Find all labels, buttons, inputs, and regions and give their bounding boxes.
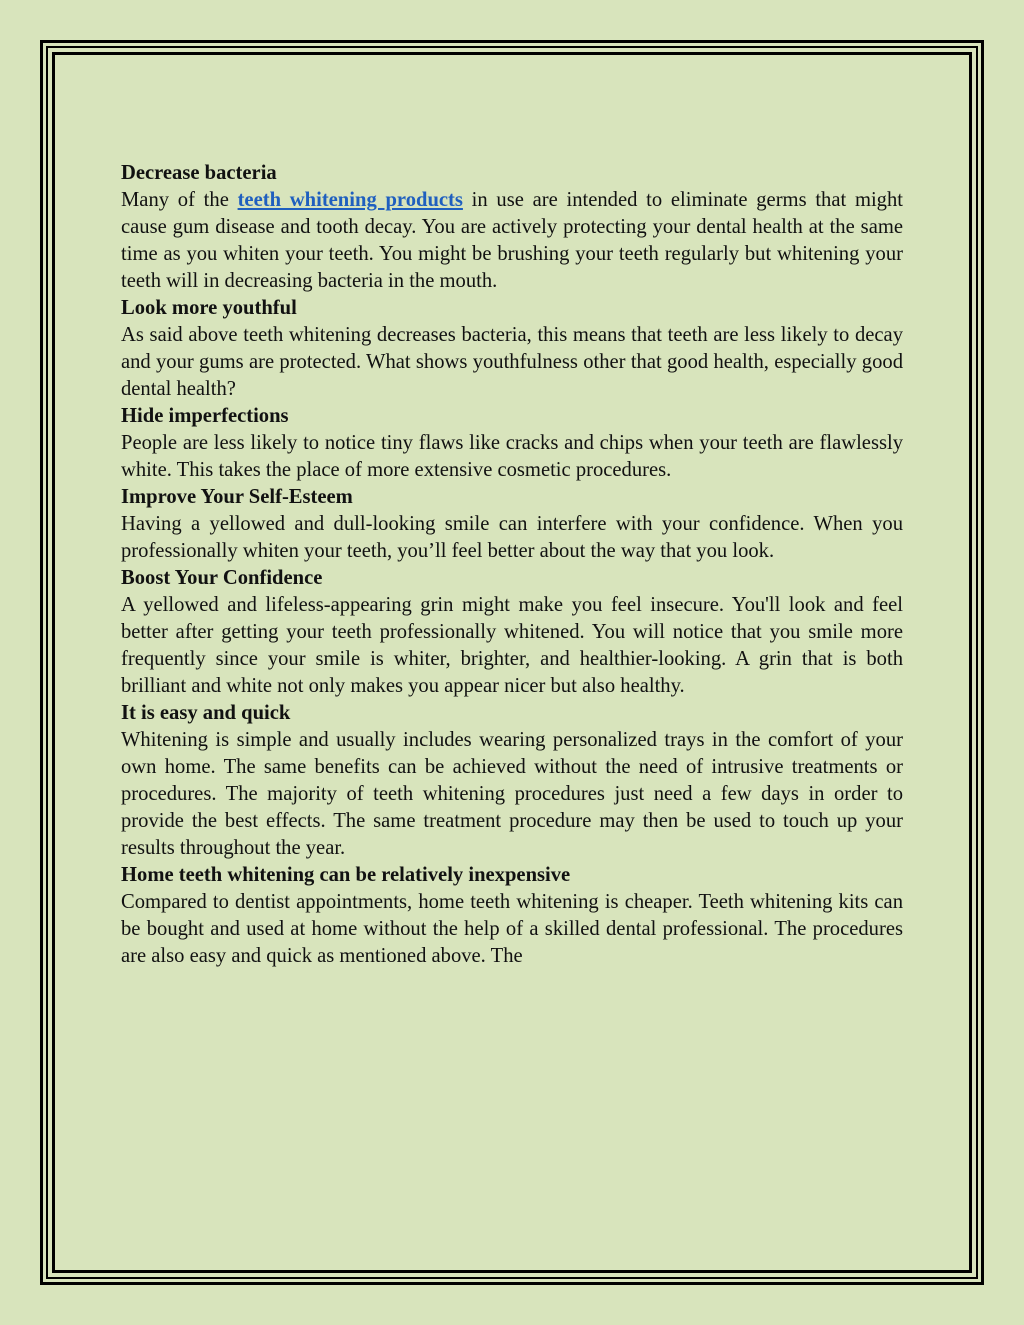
section-heading-inexpensive: Home teeth whitening can be relatively inexpensive [121,864,571,886]
section-body-decrease-bacteria [121,187,903,295]
section-heading-boost-confidence: Boost Your Confidence [121,567,323,589]
section-body-inexpensive: Compared to dentist appointments, home teeth whitening is cheaper. Teeth whitening kits can be bought and used at home without the help of a skilled dental professional. The procedures are also easy and quick as mentioned above. The [121,891,903,967]
section-body-easy-and-quick: Whitening is simple and usually includes wearing personalized trays in the comfort of your own home. The same benefits can be achieved without the need of intrusive treatments or procedures. The majority of teeth whitening procedures just need a few days in order to provide the best effects. The same treatment procedure may then be used to touch up your results throughout the year. [121,729,903,859]
body-text-before-link: Many of the [121,189,238,211]
section-heading-easy-and-quick: It is easy and quick [121,702,291,724]
teeth-whitening-products-link[interactable]: teeth whitening products [237,189,463,211]
section-heading-improve-self-esteem: Improve Your Self-Esteem [121,486,353,508]
section-heading-look-more-youthful: Look more youthful [121,297,297,319]
section-heading-decrease-bacteria: Decrease bacteria [121,162,277,184]
section-body-hide-imperfections: People are less likely to notice tiny flaws like cracks and chips when your teeth are flawlessly white. This takes the place of more extensive cosmetic procedures. [121,432,903,481]
section-body-look-more-youthful: As said above teeth whitening decreases bacteria, this means that teeth are less likely to decay and your gums are protected. What shows youthfulness other that good health, especially good dental health? [121,324,903,400]
body-text-after-link: in use are intended to eliminate germs that might cause gum disease and tooth decay. You are actively protecting your dental health at the same time as you whiten your teeth. You might be brushing your teeth regularly but whitening your teeth will in decreasing bacteria in the mouth. [121,189,903,292]
section-heading-hide-imperfections: Hide imperfections [121,405,289,427]
section-body-boost-confidence: A yellowed and lifeless-appearing grin might make you feel insecure. You'll look and feel better after getting your teeth professionally whitened. You will notice that you smile more frequently since your smile is whiter, brighter, and healthier-looking. A grin that is both brilliant and white not only makes you appear nicer but also healthy. [121,594,903,697]
document-body [121,160,903,970]
section-body-improve-self-esteem: Having a yellowed and dull-looking smile can interfere with your confidence. When you professionally whiten your teeth, you’ll feel better about the way that you look. [121,513,903,562]
